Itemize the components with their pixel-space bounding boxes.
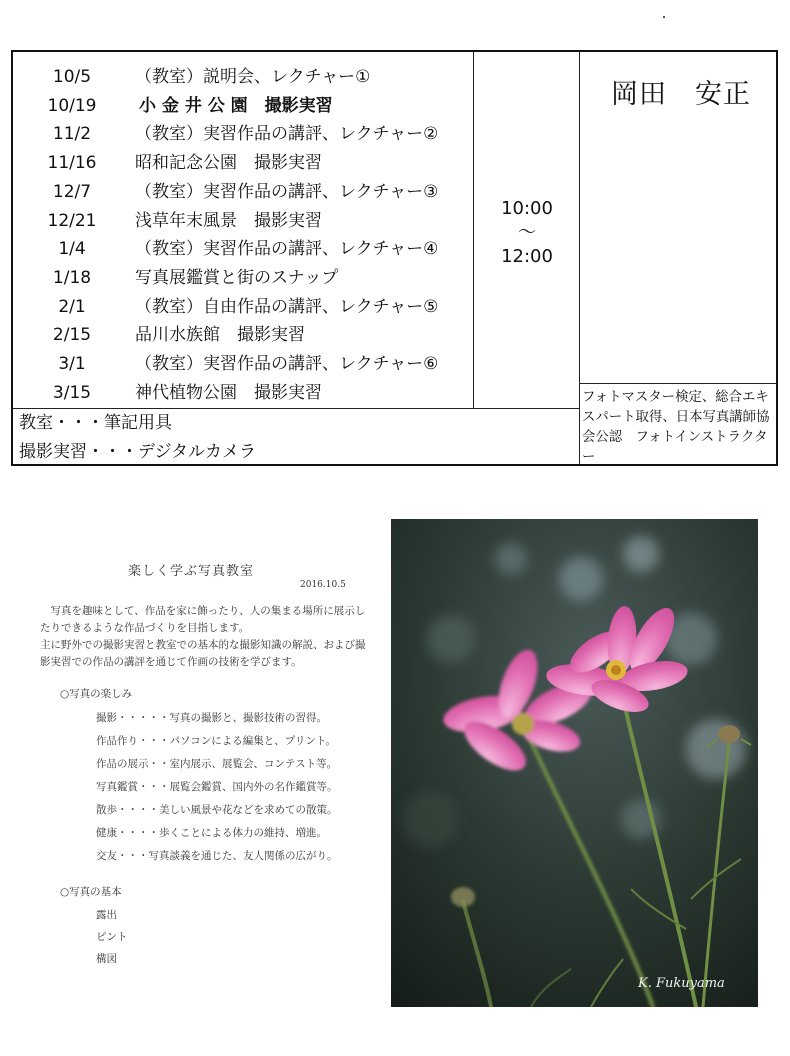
- section-basics-heading: ○写真の基本: [60, 886, 122, 898]
- instructor-name: 岡田 安正: [611, 79, 751, 110]
- basics-item: ピント: [96, 931, 128, 943]
- schedule-date: 10/5: [52, 67, 92, 87]
- time-end: 12:00: [501, 246, 553, 267]
- schedule-event: 写真展鑑賞と街のスナップ: [135, 267, 339, 288]
- item-classroom: 教室・・・筆記用具: [19, 413, 172, 433]
- item-field-practice: 撮影実習・・・デジタルカメラ: [19, 442, 256, 462]
- cosmos-illustration: [391, 519, 758, 1007]
- outline-intro-2: 主に野外での撮影実習と教室での基本的な撮影知識の解説、および撮影実習での作品の講評を通じて作画の技術を学びます。: [40, 639, 366, 668]
- outline-date: 2016.10.5: [300, 580, 346, 590]
- scan-speck: [663, 16, 665, 18]
- schedule-event: （教室）説明会、レクチャー①: [135, 67, 371, 87]
- schedule-date: 2/1: [58, 296, 86, 317]
- time-start: 10:00: [501, 198, 553, 219]
- schedule-event: （教室）自由作品の講評、レクチャー⑤: [135, 296, 439, 317]
- schedule-event: （教室）実習作品の講評、レクチャー④: [135, 239, 439, 260]
- photo-credit: K. Fukuyama: [638, 976, 725, 991]
- basics-item: 露出: [96, 909, 117, 921]
- class-time: [475, 197, 579, 269]
- col-divider-instructor: [579, 52, 580, 464]
- cosmos-photo: [391, 519, 758, 1007]
- schedule-date: 1/18: [52, 267, 92, 288]
- schedule-date: 12/7: [52, 181, 92, 202]
- schedule-date: 12/21: [47, 210, 97, 231]
- schedule-table: [11, 50, 778, 466]
- schedule-event: 品川水族館 撮影実習: [135, 325, 305, 346]
- schedule-event: （教室）実習作品の講評、レクチャー③: [135, 181, 439, 202]
- schedule-date: 3/1: [58, 354, 86, 374]
- section-enjoy-heading: ○写真の楽しみ: [60, 688, 133, 700]
- schedule-event: 浅草年末風景 撮影実習: [135, 210, 322, 231]
- enjoy-item: 撮影・・・・・写真の撮影と、撮影技術の習得。: [96, 712, 327, 724]
- enjoy-item: 作品の展示・・室内展示、展覧会、コンテスト等。: [96, 758, 338, 770]
- schedule-event: 神代植物公園 撮影実習: [135, 382, 322, 403]
- enjoy-item: 作品作り・・・パソコンによる編集と、プリント。: [96, 735, 336, 747]
- schedule-event: （教室）実習作品の講評、レクチャー⑥: [135, 354, 439, 374]
- enjoy-item: 健康・・・・歩くことによる体力の維持、増進。: [96, 827, 327, 839]
- enjoy-item: 写真鑑賞・・・展覧会鑑賞、国内外の名作鑑賞等。: [96, 781, 338, 793]
- schedule-date: 2/15: [52, 325, 92, 346]
- enjoy-item: 交友・・・写真談義を通じた、友人関係の広がり。: [96, 850, 338, 862]
- time-separator: ～: [518, 222, 536, 243]
- schedule-date: 11/2: [52, 124, 92, 145]
- outline-title: 楽しく学ぶ写真教室: [128, 564, 255, 579]
- schedule-date: 10/19: [47, 95, 97, 116]
- schedule-event: 小 金 井 公 園 撮影実習: [139, 95, 333, 116]
- col-divider-time: [473, 52, 474, 408]
- schedule-date: 3/15: [52, 382, 92, 403]
- row-divider-items: [13, 408, 579, 409]
- course-outline-page: [10, 516, 386, 976]
- row-divider-credentials: [579, 383, 776, 384]
- schedule-event: 昭和記念公園 撮影実習: [135, 153, 322, 174]
- schedule-date: 11/16: [47, 153, 97, 174]
- schedule-event: （教室）実習作品の講評、レクチャー②: [135, 124, 439, 145]
- basics-item: 構図: [96, 953, 117, 965]
- schedule-date: 1/4: [58, 239, 86, 260]
- enjoy-item: 散歩・・・・美しい風景や花などを求めての散策。: [96, 804, 338, 816]
- instructor-credentials: フォトマスター検定、総合エキスパート取得、日本写真講師協会公認 フォトインストラクター: [582, 390, 770, 465]
- outline-intro: 写真を趣味として、作品を家に飾ったり、人の集まる場所に展示したりできるような作品づくりを目指します。: [40, 605, 366, 634]
